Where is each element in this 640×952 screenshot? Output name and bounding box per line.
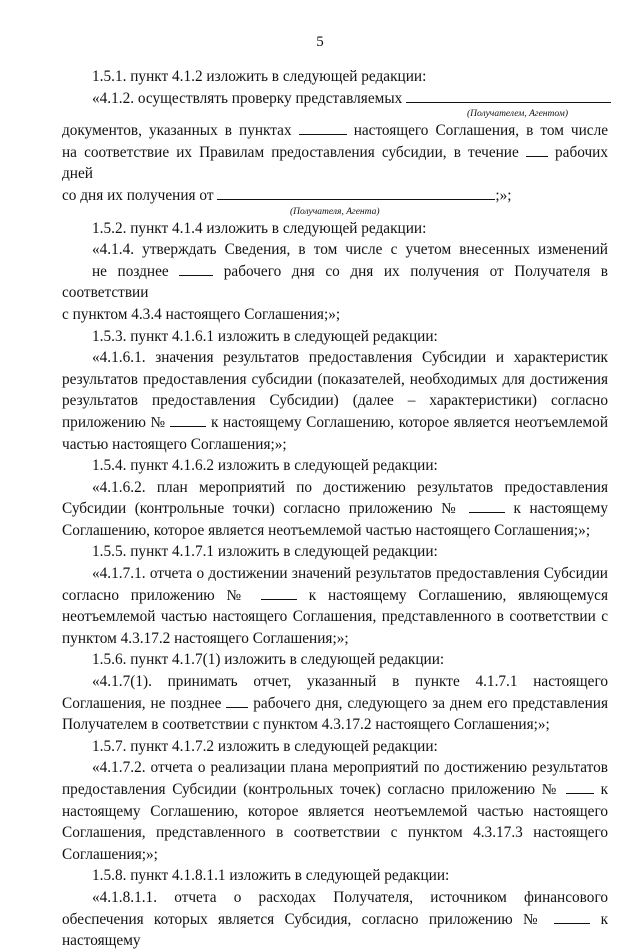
text: настоящего Соглашения, в том числе xyxy=(353,122,608,140)
text: не позднее xyxy=(92,262,169,280)
clause-4-1-7-2 xyxy=(62,757,608,865)
clause-1-5-7: 1.5.7. пункт 4.1.7.2 изложить в следующей редакции: xyxy=(92,737,438,755)
text: на соответствие их Правилам предоставления субсидии, в течение xyxy=(62,143,519,161)
clause-4-1-7-1b xyxy=(62,671,608,736)
blank-field xyxy=(299,122,347,135)
text: с пунктом 4.3.4 настоящего Соглашения;»; xyxy=(62,305,341,323)
text: «4.1.7.2. отчета о реализации плана мероприятий по достижению результатов предоставления Субсидии (контрольных точек) согласно приложению № xyxy=(62,759,608,798)
blank-field xyxy=(226,695,248,708)
caption-recipient-agent-2: (Получателя, Агента) xyxy=(290,206,380,217)
clause-1-5-3: 1.5.3. пункт 4.1.6.1 изложить в следующей редакции: xyxy=(92,327,438,345)
clause-4-1-4 xyxy=(62,239,608,325)
text: к настоящему Соглашению, являющемуся неотъемлемой частью настоящего Соглашения, представленного в соответствии с пунктом 4.3.17.2 настоящего Соглашения;»; xyxy=(62,586,609,647)
clause-4-1-2-line1 xyxy=(62,88,608,110)
text: «4.1.6.2. план мероприятий по достижению результатов предоставления Субсидии (контрольные точки) согласно приложению № xyxy=(62,478,608,518)
clause-4-1-8-1-1 xyxy=(62,887,608,952)
clause-1-5-2: 1.5.2. пункт 4.1.4 изложить в следующей редакции: xyxy=(92,219,427,237)
blank-field xyxy=(217,187,495,200)
blank-field xyxy=(179,263,213,276)
text: рабочего дня со дня их получения от Получателя в соответствии xyxy=(62,262,609,302)
blank-field xyxy=(261,587,297,600)
text: «4.1.7.1. отчета о достижении значений результатов предоставления Субсидии согласно приложению № xyxy=(62,565,608,604)
text: ;»; xyxy=(495,186,512,204)
blank-field xyxy=(406,90,611,103)
blank-field xyxy=(469,500,505,513)
text: со дня их получения от xyxy=(62,186,214,204)
clause-4-1-7-1 xyxy=(62,563,608,649)
clause-4-1-6-2 xyxy=(62,477,608,542)
caption-recipient-agent: (Получателем, Агентом) xyxy=(467,109,568,120)
blank-field xyxy=(170,414,206,427)
clause-1-5-5: 1.5.5. пункт 4.1.7.1 изложить в следующей редакции: xyxy=(92,543,438,561)
blank-field xyxy=(526,144,548,157)
text: рабочих дней xyxy=(62,143,609,183)
document-body xyxy=(62,66,608,952)
clause-4-1-2-line3 xyxy=(62,142,608,185)
text: документов, указанных в пунктах xyxy=(62,122,292,140)
clause-1-5-1: 1.5.1. пункт 4.1.2 изложить в следующей редакции: xyxy=(92,68,427,85)
blank-field xyxy=(554,911,590,924)
text: к настоящему Соглашению, которое является неотъемлемой частью настоящего Соглашения;»; xyxy=(62,413,609,453)
text: «4.1.6.1. значения результатов предоставления Субсидии и характеристик результатов предоставления субсидии (показателей, необходимых для достижения результатов предоставления Субсидии) (далее – характеристики) согласно приложению № xyxy=(62,349,608,431)
blank-field xyxy=(566,781,594,794)
clause-1-5-8: 1.5.8. пункт 4.1.8.1.1 изложить в следующей редакции: xyxy=(92,867,450,885)
clause-4-1-2-line2 xyxy=(62,120,608,142)
text: «4.1.4. утверждать Сведения, в том числе с учетом внесенных изменений xyxy=(92,241,608,259)
text: к настоящему Соглашению, которое является неотъемлемой частью настоящего Соглашения;»; xyxy=(62,500,608,539)
text: к настоящему Соглашению, которое является неотъемлемой частью настоящего Соглашения, представленного в соответствии с пунктом 4.3.17.3 настоящего Соглашения;»; xyxy=(62,781,608,863)
clause-1-5-6: 1.5.6. пункт 4.1.7(1) изложить в следующей редакции: xyxy=(92,651,445,669)
text: «4.1.2. осуществлять проверку представляемых xyxy=(92,89,403,107)
clause-4-1-6-1 xyxy=(62,347,608,455)
text: к настоящему xyxy=(62,910,608,950)
text: «4.1.7(1). принимать отчет, указанный в пункте 4.1.7.1 настоящего Соглашения, не позднее xyxy=(62,673,608,712)
text: «4.1.8.1.1. отчета о расходах Получателя, источником финансового обеспечения которых является Субсидия, согласно приложению № xyxy=(62,888,608,928)
page-number: 5 xyxy=(316,34,324,50)
clause-1-5-4: 1.5.4. пункт 4.1.6.2 изложить в следующей редакции: xyxy=(92,457,438,475)
clause-4-1-2-line4 xyxy=(62,185,608,207)
text: рабочего дня, следующего за днем его представления Получателем в соответствии с пунктом 4.3.17.2 настоящего Соглашения;»; xyxy=(62,694,608,734)
